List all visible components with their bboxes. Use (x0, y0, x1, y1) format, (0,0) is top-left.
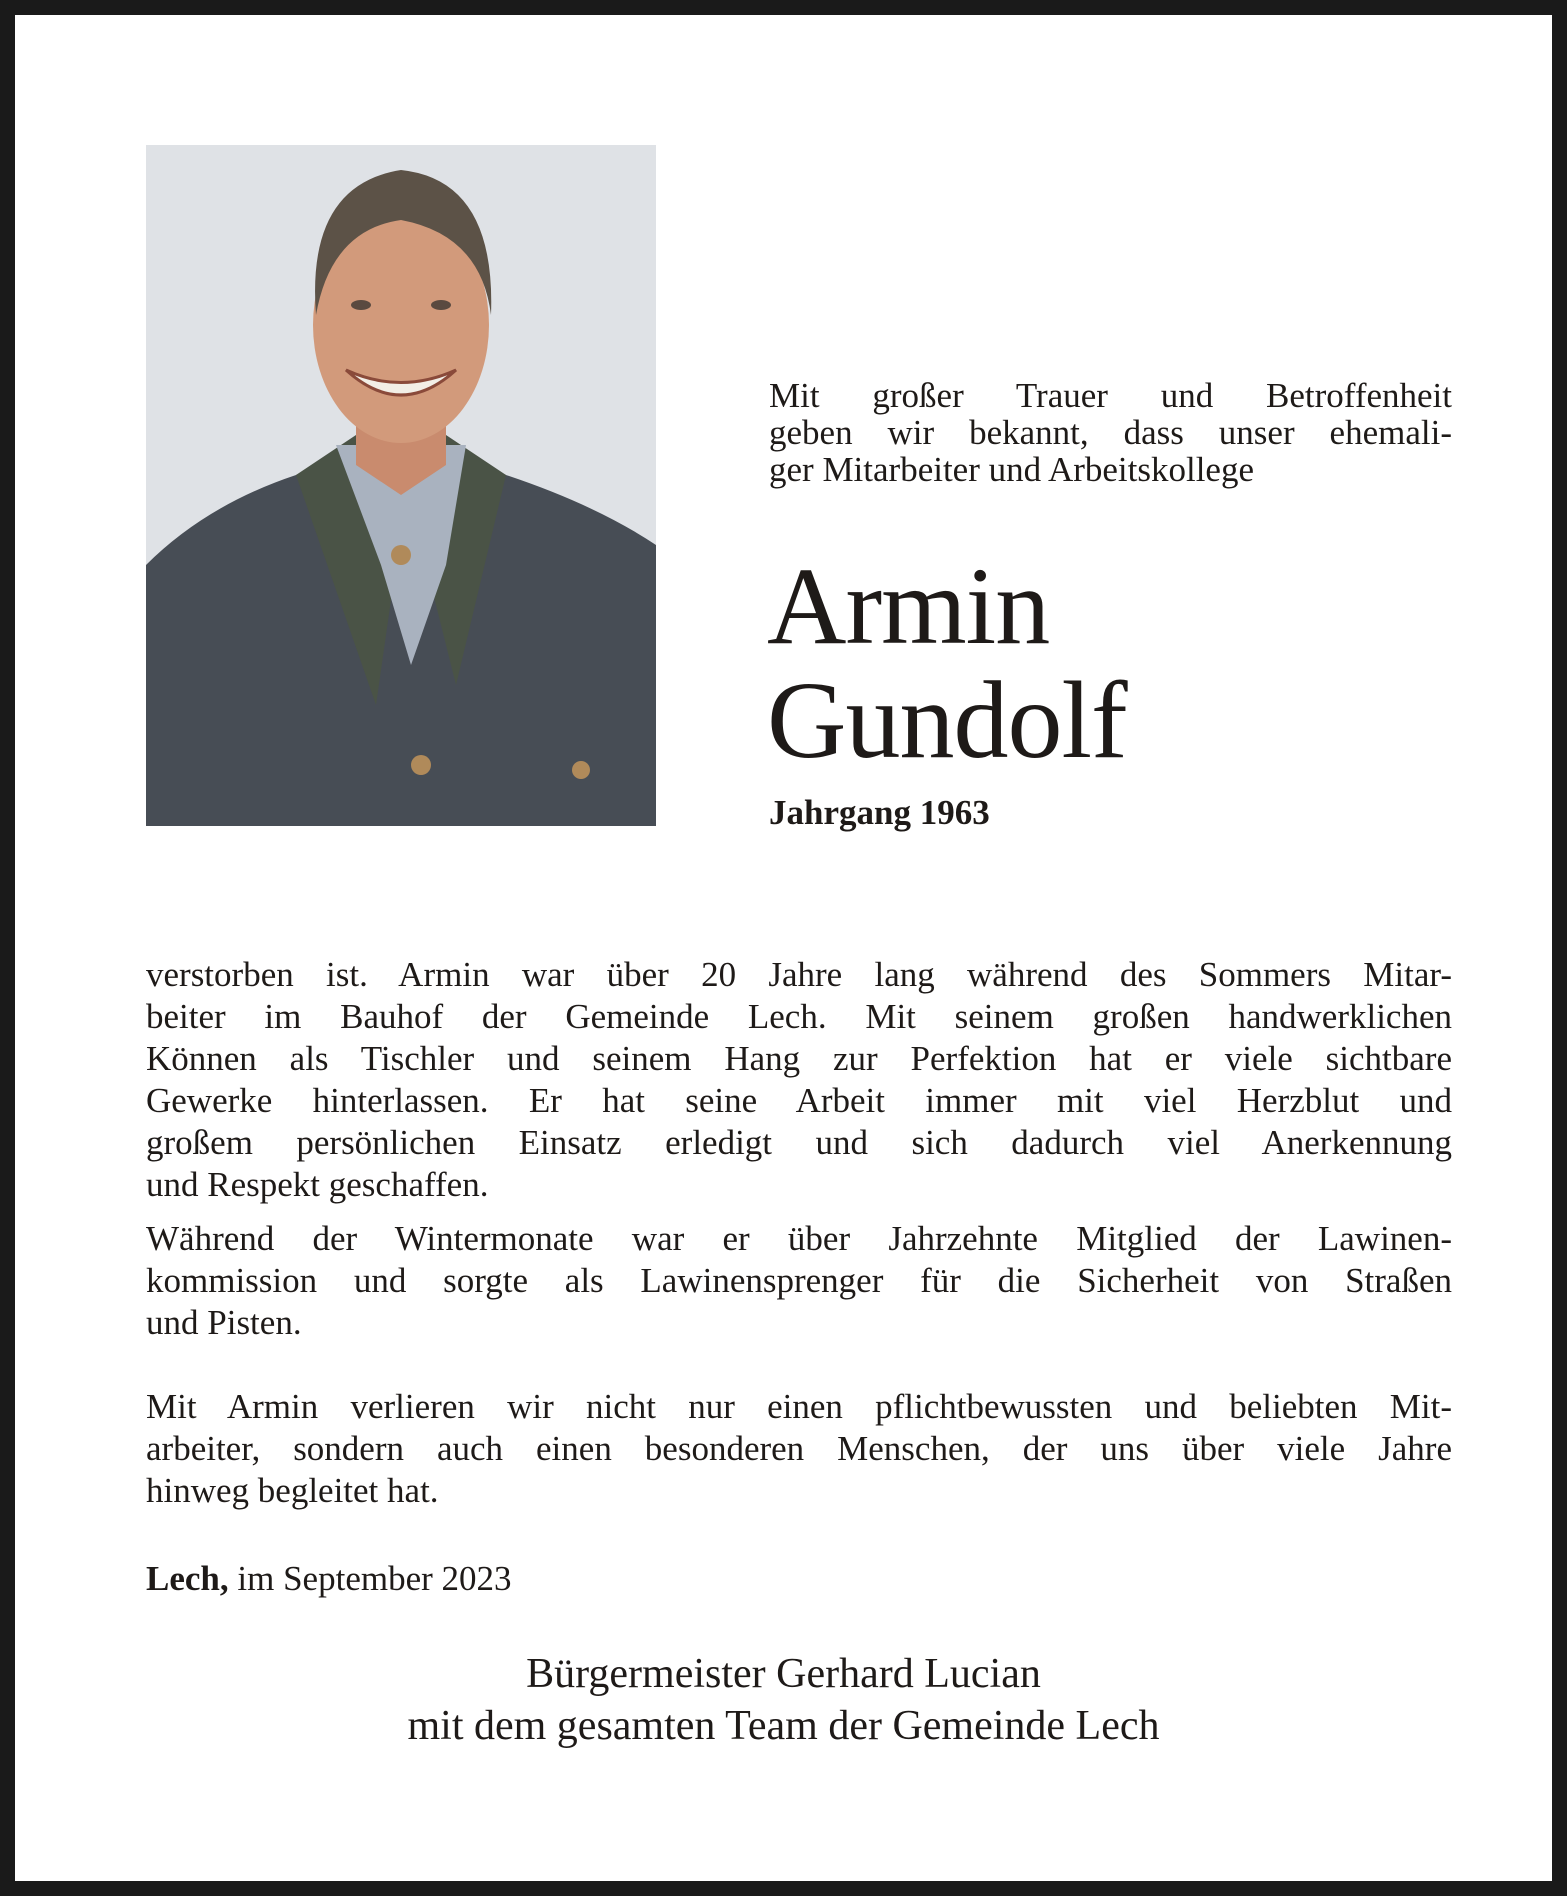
intro-line: geben wir bekannt, dass unser ehemali- (769, 413, 1452, 452)
body-line: Gewerke hinterlassen. Er hat seine Arbeit immer mit viel Herzblut und (146, 1081, 1452, 1120)
body-line: Während der Wintermonate war er über Jahrzehnte Mitglied der Lawinen- (146, 1219, 1452, 1258)
paragraph-3 (146, 1386, 1452, 1512)
obituary-notice (15, 15, 1552, 1881)
portrait-photo (146, 145, 656, 826)
deceased-name (767, 545, 1127, 781)
birth-year: Jahrgang 1963 (769, 793, 990, 832)
obituary-body (146, 954, 1452, 1524)
body-line: und Respekt geschaffen. (146, 1165, 489, 1204)
intro-line: ger Mitarbeiter und Arbeitskollege (769, 450, 1254, 489)
place-town: Lech, (146, 1559, 229, 1598)
first-name: Armin (767, 545, 1050, 667)
body-line: Mit Armin verlieren wir nicht nur einen pflichtbewussten und beliebten Mit- (146, 1387, 1452, 1426)
body-line: arbeiter, sondern auch einen besonderen Menschen, der uns über viele Jahre (146, 1429, 1452, 1468)
body-line: hinweg begleitet hat. (146, 1471, 439, 1510)
place-date (146, 1558, 512, 1600)
body-line: großem persönlichen Einsatz erledigt und sich dadurch viel Anerkennung (146, 1123, 1452, 1162)
body-line: und Pisten. (146, 1303, 302, 1342)
date-text: im September 2023 (228, 1559, 512, 1598)
body-line: kommission und sorgte als Lawinensprenger für die Sicherheit von Straßen (146, 1261, 1452, 1300)
paragraph-2 (146, 1218, 1452, 1344)
intro-text (769, 377, 1452, 488)
last-name: Gundolf (767, 659, 1127, 781)
signature-line-2: mit dem gesamten Team der Gemeinde Lech (407, 1703, 1160, 1749)
signature-line-1: Bürgermeister Gerhard Lucian (526, 1651, 1041, 1697)
body-line: beiter im Bauhof der Gemeinde Lech. Mit seinem großen handwerklichen (146, 997, 1452, 1036)
body-line: Können als Tischler und seinem Hang zur Perfektion hat er viele sichtbare (146, 1039, 1452, 1078)
body-line: verstorben ist. Armin war über 20 Jahre lang während des Sommers Mitar- (146, 955, 1452, 994)
paragraph-1 (146, 954, 1452, 1206)
signature-block (15, 1648, 1552, 1752)
intro-line: Mit großer Trauer und Betroffenheit (769, 376, 1452, 415)
